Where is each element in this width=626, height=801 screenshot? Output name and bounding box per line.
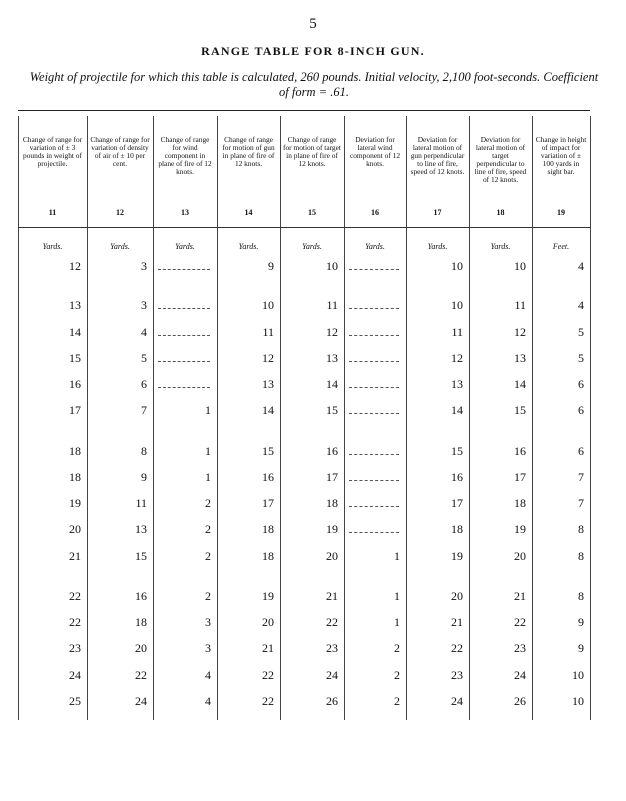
empty-cell-leader: [349, 532, 399, 533]
table-cell: 3: [141, 259, 147, 273]
table-cell: 19: [69, 496, 81, 510]
column-header: Change in height of impact for variation of ± 100 yards in sight bar.: [535, 135, 587, 176]
table-cell: 16: [326, 444, 338, 458]
column-unit: Yards.: [110, 242, 130, 251]
column-divider: [18, 116, 19, 720]
table-cell: 3: [205, 641, 211, 655]
table-cell: 8: [141, 444, 147, 458]
table-cell: 1: [394, 589, 400, 603]
table-cell: 22: [262, 668, 274, 682]
table-cell: 11: [514, 298, 526, 312]
table-cell: 2: [394, 694, 400, 708]
table-cell: 15: [262, 444, 274, 458]
table-cell: 10: [572, 694, 584, 708]
column-number: 17: [433, 208, 442, 217]
page-number: 5: [309, 16, 317, 32]
table-cell: 20: [262, 615, 274, 629]
column-divider: [87, 116, 88, 720]
table-cell: 15: [135, 549, 147, 563]
table-cell: 10: [572, 668, 584, 682]
column-number: 18: [496, 208, 505, 217]
empty-cell-leader: [349, 454, 399, 455]
column-number: 14: [244, 208, 253, 217]
table-cell: 9: [141, 470, 147, 484]
empty-cell-leader: [349, 335, 399, 336]
table-cell: 19: [451, 549, 463, 563]
column-header: Deviation for lateral motion of gun perpendicular to line of fire, speed of 12 knots.: [410, 135, 465, 176]
table-cell: 7: [141, 403, 147, 417]
table-cell: 9: [268, 259, 274, 273]
empty-cell-leader: [349, 480, 399, 481]
table-cell: 24: [451, 694, 463, 708]
table-cell: 6: [141, 377, 147, 391]
table-title: RANGE TABLE FOR 8-INCH GUN.: [201, 44, 425, 58]
empty-cell-leader: [158, 361, 210, 362]
table-cell: 20: [326, 549, 338, 563]
table-cell: 18: [262, 549, 274, 563]
table-cell: 2: [205, 549, 211, 563]
table-cell: 3: [205, 615, 211, 629]
table-cell: 9: [578, 641, 584, 655]
table-cell: 13: [514, 351, 526, 365]
column-divider: [532, 116, 533, 720]
table-cell: 8: [578, 589, 584, 603]
table-cell: 22: [262, 694, 274, 708]
table-cell: 12: [451, 351, 463, 365]
table-cell: 14: [326, 377, 338, 391]
table-cell: 4: [205, 694, 211, 708]
table-cell: 4: [578, 259, 584, 273]
table-cell: 6: [578, 444, 584, 458]
column-divider: [590, 116, 591, 720]
table-cell: 6: [578, 377, 584, 391]
empty-cell-leader: [349, 506, 399, 507]
column-number: 15: [308, 208, 316, 217]
table-cell: 20: [451, 589, 463, 603]
table-cell: 21: [69, 549, 81, 563]
table-cell: 12: [69, 259, 81, 273]
table-cell: 26: [514, 694, 526, 708]
table-cell: 2: [394, 641, 400, 655]
table-cell: 17: [451, 496, 463, 510]
table-cell: 10: [262, 298, 274, 312]
table-cell: 14: [262, 403, 274, 417]
table-cell: 10: [451, 259, 463, 273]
column-unit: Feet.: [552, 242, 570, 251]
table-cell: 11: [135, 496, 147, 510]
table-cell: 1: [394, 615, 400, 629]
table-cell: 21: [514, 589, 526, 603]
table-cell: 19: [514, 522, 526, 536]
table-cell: 15: [326, 403, 338, 417]
table-cell: 21: [326, 589, 338, 603]
column-header: Deviation for lateral wind component of 12 knots.: [349, 135, 401, 168]
table-cell: 14: [451, 403, 463, 417]
empty-cell-leader: [158, 335, 210, 336]
table-cell: 20: [69, 522, 81, 536]
table-cell: 18: [326, 496, 338, 510]
table-cell: 13: [451, 377, 463, 391]
table-cell: 24: [135, 694, 147, 708]
empty-cell-leader: [349, 361, 399, 362]
empty-cell-leader: [158, 308, 210, 309]
table-cell: 14: [69, 325, 81, 339]
table-cell: 17: [514, 470, 526, 484]
table-cell: 18: [451, 522, 463, 536]
table-cell: 7: [578, 470, 584, 484]
table-cell: 23: [514, 641, 526, 655]
table-cell: 11: [451, 325, 463, 339]
table-cell: 12: [326, 325, 338, 339]
table-cell: 2: [394, 668, 400, 682]
table-cell: 17: [262, 496, 274, 510]
empty-cell-leader: [158, 387, 210, 388]
table-cell: 20: [135, 641, 147, 655]
table-cell: 22: [69, 589, 81, 603]
column-unit: Yards.: [302, 242, 322, 251]
column-unit: Yards.: [427, 242, 448, 251]
table-subtitle: Weight of projectile for which this table is calculated, 260 pounds. Initial velocity, 2,100 foot-seconds. Coefficient of form = .61.: [29, 70, 599, 99]
column-number: 13: [181, 208, 189, 217]
empty-cell-leader: [349, 387, 399, 388]
table-cell: 18: [135, 615, 147, 629]
table-cell: 22: [69, 615, 81, 629]
table-cell: 1: [205, 403, 211, 417]
empty-cell-leader: [349, 308, 399, 309]
table-cell: 10: [451, 298, 463, 312]
table-cell: 5: [578, 351, 584, 365]
table-cell: 23: [69, 641, 81, 655]
table-cell: 7: [578, 496, 584, 510]
table-cell: 5: [578, 325, 584, 339]
table-cell: 15: [514, 403, 526, 417]
table-cell: 21: [262, 641, 274, 655]
table-cell: 17: [69, 403, 81, 417]
table-cell: 13: [326, 351, 338, 365]
column-header: Change of range for wind component in plane of fire of 12 knots.: [158, 135, 212, 176]
table-cell: 13: [135, 522, 147, 536]
column-header: Change of range for motion of gun in plane of fire of 12 knots.: [222, 135, 275, 168]
table-cell: 21: [451, 615, 463, 629]
empty-cell-leader: [158, 269, 210, 270]
table-cell: 3: [141, 298, 147, 312]
column-number: 16: [371, 208, 379, 217]
table-cell: 14: [514, 377, 526, 391]
column-divider: [406, 116, 407, 720]
table-cell: 15: [69, 351, 81, 365]
column-header: Change of range for motion of target in plane of fire of 12 knots.: [283, 135, 341, 168]
table-cell: 1: [205, 470, 211, 484]
top-rule: [18, 110, 590, 111]
column-divider: [217, 116, 218, 720]
table-cell: 18: [262, 522, 274, 536]
table-cell: 13: [69, 298, 81, 312]
table-cell: 26: [326, 694, 338, 708]
table-cell: 16: [69, 377, 81, 391]
table-cell: 5: [141, 351, 147, 365]
table-cell: 2: [205, 589, 211, 603]
column-divider: [469, 116, 470, 720]
table-cell: 12: [262, 351, 274, 365]
column-divider: [153, 116, 154, 720]
table-cell: 16: [514, 444, 526, 458]
table-cell: 13: [262, 377, 274, 391]
table-cell: 22: [451, 641, 463, 655]
table-cell: 2: [205, 522, 211, 536]
table-cell: 24: [326, 668, 338, 682]
table-cell: 24: [69, 668, 81, 682]
column-divider: [280, 116, 281, 720]
table-cell: 16: [262, 470, 274, 484]
column-header: Change of range for variation of ± 3 pounds in weight of projectile.: [22, 135, 83, 168]
column-unit: Yards.: [490, 242, 511, 251]
column-number: 11: [48, 208, 57, 217]
column-divider: [344, 116, 345, 720]
table-cell: 17: [326, 470, 338, 484]
table-cell: 4: [141, 325, 147, 339]
table-cell: 24: [514, 668, 526, 682]
table-cell: 23: [451, 668, 463, 682]
table-cell: 9: [578, 615, 584, 629]
column-unit: Yards.: [175, 242, 195, 251]
table-cell: 12: [514, 325, 526, 339]
table-cell: 15: [451, 444, 463, 458]
table-cell: 18: [69, 444, 81, 458]
table-cell: 20: [514, 549, 526, 563]
table-cell: 4: [205, 668, 211, 682]
table-cell: 11: [262, 325, 274, 339]
table-cell: 1: [205, 444, 211, 458]
table-cell: 16: [135, 589, 147, 603]
header-divider: [18, 227, 590, 228]
column-unit: Yards.: [365, 242, 385, 251]
column-unit: Yards.: [42, 242, 63, 251]
empty-cell-leader: [349, 413, 399, 414]
table-cell: 6: [578, 403, 584, 417]
table-cell: 4: [578, 298, 584, 312]
table-cell: 18: [514, 496, 526, 510]
table-cell: 11: [326, 298, 338, 312]
table-cell: 18: [69, 470, 81, 484]
table-cell: 19: [326, 522, 338, 536]
table-cell: 8: [578, 549, 584, 563]
column-number: 19: [557, 208, 565, 217]
table-cell: 22: [514, 615, 526, 629]
table-cell: 22: [135, 668, 147, 682]
column-unit: Yards.: [238, 242, 259, 251]
column-header: Change of range for variation of density of air of ± 10 per cent.: [90, 135, 150, 168]
table-cell: 16: [451, 470, 463, 484]
table-cell: 22: [326, 615, 338, 629]
column-number: 12: [116, 208, 124, 217]
empty-cell-leader: [349, 269, 399, 270]
table-cell: 2: [205, 496, 211, 510]
table-cell: 10: [326, 259, 338, 273]
table-cell: 10: [514, 259, 526, 273]
table-cell: 23: [326, 641, 338, 655]
table-cell: 8: [578, 522, 584, 536]
table-cell: 25: [69, 694, 81, 708]
table-cell: 19: [262, 589, 274, 603]
table-cell: 1: [394, 549, 400, 563]
column-header: Deviation for lateral motion of target perpendicular to line of fire, speed of 12 knots.: [474, 135, 527, 184]
